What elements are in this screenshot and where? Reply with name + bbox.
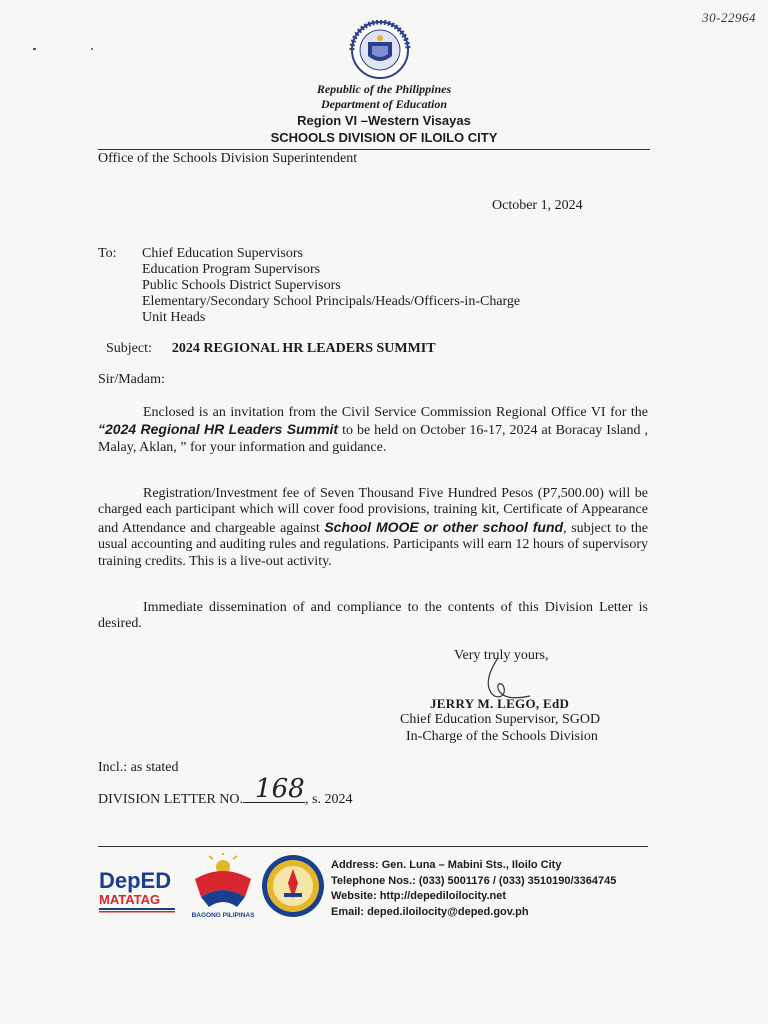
signatory-title: Chief Education Supervisor, SGOD (400, 712, 601, 727)
event-title: “2024 Regional HR Leaders Summit (98, 421, 339, 438)
region-line: Region VI –Western Visayas (297, 113, 471, 128)
margin-speck (91, 48, 93, 50)
inclosure-note: Incl.: as stated (98, 760, 179, 775)
sdo-iloilo-seal-icon (260, 853, 326, 919)
fund-source: School MOOE or other school fund (324, 518, 564, 535)
bagong-pilipinas-logo-icon (187, 853, 259, 921)
footer-divider (98, 846, 648, 847)
letter-date: October 1, 2024 (492, 198, 583, 213)
recipient: Elementary/Secondary School Principals/Heads/Officers-in-Charge (142, 294, 521, 309)
svg-text:MATATAG: MATATAG (99, 892, 161, 907)
handwritten-reference-number: 30-22964 (702, 10, 756, 25)
deped-seal-icon (338, 20, 422, 80)
margin-speck (33, 48, 36, 50)
recipient: Public Schools District Supervisors (142, 278, 341, 293)
division-letter-number: DIVISION LETTER NO. 168 , s. 2024 (98, 774, 353, 807)
to-label: To: (98, 246, 117, 261)
body-paragraph: Immediate dissemination of and compliance to the contents of this Division Letter is desired. (98, 600, 648, 632)
republic-line: Republic of the Philippines (316, 82, 452, 96)
recipient: Chief Education Supervisors (142, 246, 303, 261)
website-link[interactable]: http://depediloilocity.net (379, 890, 506, 902)
telephone-value: (033) 5001176 / (033) 3510190/3364745 (418, 874, 617, 887)
svg-text:DepED: DepED (99, 868, 172, 893)
subject-line (106, 341, 436, 357)
office-line: Office of the Schools Division Superintendent (98, 151, 358, 166)
subject-text: 2024 REGIONAL HR LEADERS SUMMIT (171, 341, 436, 356)
body-paragraph: Registration/Investment fee of Seven Thousand Five Hundred Pesos (P7,500.00) will be charged each participant which will cover food provisions, training kit, Certificate of Appearance and Attendance and chargeable against School MOOE or other school fund, subject to the usual accounting and auditing rules and regulations. Participants will earn 12 hours of supervisory training credits. This is a live-out activity. (98, 486, 648, 569)
svg-text:BAGONG PILIPINAS: BAGONG PILIPINAS (191, 912, 255, 919)
address-value: Gen. Luna – Mabini Sts., Iloilo City (381, 859, 562, 871)
division-line: SCHOOLS DIVISION OF ILOILO CITY (270, 130, 498, 145)
handwritten-letter-number: 168 (255, 774, 305, 804)
deped-matatag-logo-icon (97, 862, 179, 914)
header-divider (98, 149, 650, 150)
salutation: Sir/Madam: (98, 372, 165, 387)
closing: Very truly yours, (454, 648, 549, 663)
contact-block: Address: Gen. Luna – Mabini Sts., Iloilo City Telephone Nos.: (033) 5001176 / (033) 3510190/3364745 Website: http://depediloilocity.net Email: deped.iloilocity@deped.gov.ph (331, 859, 617, 918)
body-paragraph: Enclosed is an invitation from the Civil Service Commission Regional Office VI for the “2024 Regional HR Leaders Summit to be held on October 16-17, 2024 at Boracay Island , Malay, Aklan, ” for your information and guidance. (98, 405, 648, 455)
signatory-name: JERRY M. LEGO, EdD (430, 696, 570, 711)
recipient-list (142, 246, 520, 326)
signatory-role: In-Charge of the Schools Division (406, 729, 598, 744)
recipient: Unit Heads (142, 310, 206, 325)
email-link[interactable]: deped.iloilocity@deped.gov.ph (367, 905, 529, 918)
recipient: Education Program Supervisors (142, 262, 321, 277)
subject-label: Subject: (106, 341, 152, 356)
department-line: Department of Education (320, 97, 447, 111)
